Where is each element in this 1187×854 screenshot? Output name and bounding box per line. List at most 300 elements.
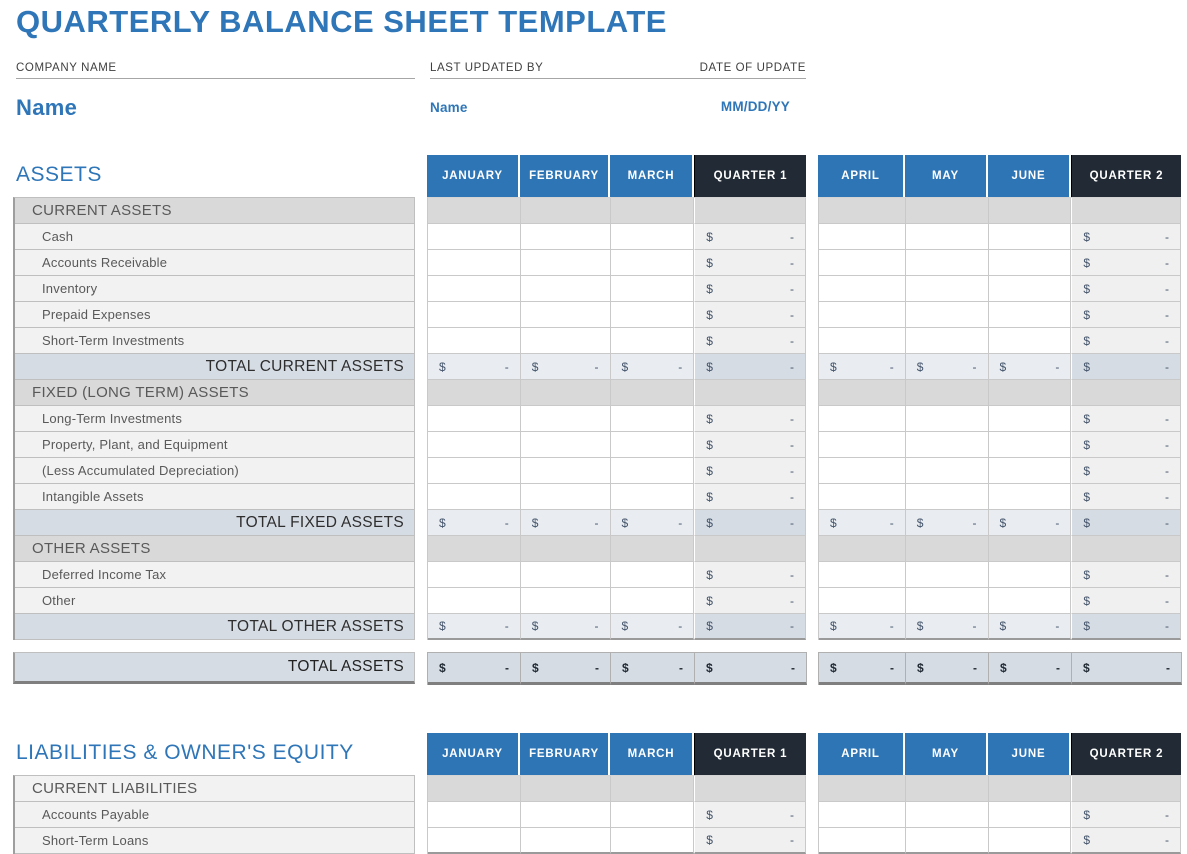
- currency-symbol: $: [706, 567, 713, 582]
- currency-symbol: $: [1083, 255, 1091, 270]
- cell-january-long-term-investments[interactable]: [428, 406, 521, 432]
- table-row-current-assets: [428, 198, 806, 224]
- cell-may-prepaid-expenses[interactable]: [906, 302, 989, 328]
- cell-may-less-accumulated-depreciation[interactable]: [906, 458, 989, 484]
- placeholder-value: -: [679, 660, 683, 675]
- column-header-february: FEBRUARY: [520, 733, 610, 775]
- cell-june-property-plant-and-equipment[interactable]: [989, 432, 1072, 458]
- cell-quarter-2-short-term-loans[interactable]: [1071, 828, 1181, 854]
- cell-april-accounts-payable[interactable]: [819, 802, 906, 828]
- placeholder-value: -: [973, 660, 977, 675]
- cell-quarter-1-inventory[interactable]: [694, 276, 806, 302]
- table-row-cash: [819, 224, 1181, 250]
- table-row-cash: [428, 224, 806, 250]
- cell-april-long-term-investments[interactable]: [819, 406, 906, 432]
- cell-quarter-1-intangible-assets[interactable]: [694, 484, 806, 510]
- table-row-fixed-long-term-assets: [428, 380, 806, 406]
- placeholder-value: -: [789, 593, 794, 608]
- table-row-property-plant-and-equipment: [819, 432, 1181, 458]
- cell-january-short-term-investments[interactable]: [428, 328, 521, 354]
- cell-february-accounts-payable[interactable]: [521, 802, 611, 828]
- table-row-accounts-receivable: [428, 250, 806, 276]
- cell-january-prepaid-expenses[interactable]: [428, 302, 521, 328]
- table-row-fixed-long-term-assets: [819, 380, 1181, 406]
- cell-may-long-term-investments[interactable]: [906, 406, 989, 432]
- currency-symbol: $: [531, 515, 539, 530]
- placeholder-value: -: [1165, 567, 1170, 582]
- cell-quarter-1-property-plant-and-equipment[interactable]: [694, 432, 806, 458]
- table-row-accounts-payable: [428, 802, 806, 828]
- column-header-april: APRIL: [818, 733, 905, 775]
- cell-march-short-term-loans[interactable]: [611, 828, 695, 854]
- cell-june-short-term-loans[interactable]: [989, 828, 1072, 854]
- cell-quarter-2-long-term-investments[interactable]: [1071, 406, 1181, 432]
- currency-symbol: $: [1083, 333, 1091, 348]
- cell-january-accounts-receivable[interactable]: [428, 250, 521, 276]
- cell-february-accounts-receivable[interactable]: [521, 250, 611, 276]
- cell-quarter-1-long-term-investments[interactable]: [694, 406, 806, 432]
- row-label-intangible-assets: Intangible Assets: [15, 484, 415, 510]
- cell-quarter-2-total-assets[interactable]: [1072, 653, 1182, 685]
- cell-quarter-2-cash[interactable]: [1071, 224, 1181, 250]
- cell-quarter-1-short-term-loans[interactable]: [694, 828, 806, 854]
- cell-april-cash[interactable]: [819, 224, 906, 250]
- cell-january-accounts-payable[interactable]: [428, 802, 521, 828]
- column-header-june: JUNE: [988, 155, 1071, 197]
- cell-june-total-current-assets[interactable]: [989, 354, 1072, 380]
- cell-february-property-plant-and-equipment[interactable]: [521, 432, 611, 458]
- table-row-other: [819, 588, 1181, 614]
- cell-may-intangible-assets[interactable]: [906, 484, 989, 510]
- cell-february-intangible-assets[interactable]: [521, 484, 611, 510]
- cell-quarter-1-less-accumulated-depreciation[interactable]: [694, 458, 806, 484]
- table-row-total-other-assets: [428, 614, 806, 640]
- cell-may-cash[interactable]: [906, 224, 989, 250]
- cell-january-short-term-loans[interactable]: [428, 828, 521, 854]
- cell-june-total-assets[interactable]: [989, 653, 1072, 685]
- placeholder-value: -: [678, 619, 683, 633]
- cell-january-inventory[interactable]: [428, 276, 521, 302]
- currency-symbol: $: [1083, 437, 1091, 452]
- column-header-january: JANUARY: [427, 733, 520, 775]
- placeholder-value: -: [594, 359, 599, 374]
- currency-symbol: $: [1083, 567, 1091, 582]
- column-header-quarter-2: QUARTER 2: [1071, 155, 1181, 197]
- cell-january-deferred-income-tax[interactable]: [428, 562, 521, 588]
- cell-february-total-other-assets[interactable]: [521, 614, 611, 640]
- cell-april-prepaid-expenses[interactable]: [819, 302, 906, 328]
- cell-march-deferred-income-tax[interactable]: [611, 562, 695, 588]
- assets-table-q2: [818, 155, 1181, 640]
- placeholder-value: -: [1055, 515, 1060, 530]
- cell-march-total-fixed-assets[interactable]: [611, 510, 695, 536]
- cell-april-total-current-assets[interactable]: [819, 354, 906, 380]
- cell-march-total-other-assets[interactable]: [611, 614, 695, 640]
- cell-january-total-current-assets[interactable]: [428, 354, 521, 380]
- placeholder-value: -: [889, 619, 894, 633]
- placeholder-value: -: [789, 307, 794, 322]
- table-row-total-current-assets: [819, 354, 1181, 380]
- cell-march-inventory[interactable]: [611, 276, 695, 302]
- currency-symbol: $: [532, 660, 539, 675]
- placeholder-value: -: [972, 619, 977, 633]
- table-row-less-accumulated-depreciation: [428, 458, 806, 484]
- cell-quarter-2-deferred-income-tax[interactable]: [1071, 562, 1181, 588]
- row-label-other: Other: [15, 588, 415, 614]
- cell-january-total-other-assets[interactable]: [428, 614, 521, 640]
- cell-may-accounts-payable[interactable]: [906, 802, 989, 828]
- placeholder-value: -: [789, 833, 794, 847]
- placeholder-value: -: [1055, 619, 1060, 633]
- cell-may-deferred-income-tax[interactable]: [906, 562, 989, 588]
- cell-may-accounts-receivable[interactable]: [906, 250, 989, 276]
- cell-february-other[interactable]: [521, 588, 611, 614]
- cell-march-property-plant-and-equipment[interactable]: [611, 432, 695, 458]
- column-header-quarter-1: QUARTER 1: [694, 155, 806, 197]
- cell-january-other-assets: [428, 536, 521, 562]
- currency-symbol: $: [917, 660, 924, 675]
- placeholder-value: -: [789, 229, 794, 244]
- row-label-short-term-investments: Short-Term Investments: [15, 328, 415, 354]
- cell-quarter-1-total-assets[interactable]: [695, 653, 807, 685]
- placeholder-value: -: [791, 660, 795, 675]
- row-label-current-liabilities: CURRENT LIABILITIES: [15, 776, 415, 802]
- placeholder-value: -: [1165, 463, 1170, 478]
- cell-june-current-assets: [989, 198, 1072, 224]
- cell-may-property-plant-and-equipment[interactable]: [906, 432, 989, 458]
- table-row-property-plant-and-equipment: [428, 432, 806, 458]
- placeholder-value: -: [789, 333, 794, 348]
- cell-april-total-fixed-assets[interactable]: [819, 510, 906, 536]
- row-label-total-fixed-assets: TOTAL FIXED ASSETS: [15, 510, 415, 536]
- cell-april-short-term-investments[interactable]: [819, 328, 906, 354]
- table-row-short-term-investments: [428, 328, 806, 354]
- currency-symbol: $: [621, 619, 629, 633]
- cell-march-intangible-assets[interactable]: [611, 484, 695, 510]
- cell-june-total-other-assets[interactable]: [989, 614, 1072, 640]
- cell-june-intangible-assets[interactable]: [989, 484, 1072, 510]
- cell-march-cash[interactable]: [611, 224, 695, 250]
- currency-symbol: $: [830, 660, 837, 675]
- assets-section-title: ASSETS: [16, 163, 102, 186]
- cell-quarter-2-accounts-receivable[interactable]: [1071, 250, 1181, 276]
- last-updated-by-value[interactable]: Name: [430, 100, 468, 115]
- cell-april-less-accumulated-depreciation[interactable]: [819, 458, 906, 484]
- row-label-prepaid-expenses: Prepaid Expenses: [15, 302, 415, 328]
- cell-may-current-assets: [906, 198, 989, 224]
- placeholder-value: -: [789, 437, 794, 452]
- column-header-may: MAY: [905, 155, 988, 197]
- table-row-inventory: [428, 276, 806, 302]
- placeholder-value: -: [1165, 359, 1170, 374]
- cell-january-current-assets: [428, 198, 521, 224]
- table-row-total-fixed-assets: [819, 510, 1181, 536]
- cell-may-total-fixed-assets[interactable]: [906, 510, 989, 536]
- placeholder-value: -: [504, 515, 509, 530]
- cell-march-long-term-investments[interactable]: [611, 406, 695, 432]
- row-label-long-term-investments: Long-Term Investments: [15, 406, 415, 432]
- table-row-short-term-investments: [819, 328, 1181, 354]
- cell-quarter-2-total-fixed-assets[interactable]: [1071, 510, 1181, 536]
- cell-quarter-2-property-plant-and-equipment[interactable]: [1071, 432, 1181, 458]
- placeholder-value: -: [504, 359, 509, 374]
- cell-march-prepaid-expenses[interactable]: [611, 302, 695, 328]
- company-name-value[interactable]: Name: [16, 95, 78, 120]
- cell-april-total-assets[interactable]: [819, 653, 906, 685]
- total-assets-row-q1: [427, 652, 807, 685]
- cell-quarter-2-other-assets: [1071, 536, 1181, 562]
- currency-symbol: $: [622, 660, 629, 675]
- placeholder-value: -: [789, 411, 794, 426]
- date-of-update-value[interactable]: MM/DD/YY: [720, 99, 790, 114]
- column-header-quarter-2: QUARTER 2: [1071, 733, 1181, 775]
- cell-quarter-1-other[interactable]: [694, 588, 806, 614]
- currency-symbol: $: [1083, 463, 1091, 478]
- placeholder-value: -: [889, 359, 894, 374]
- cell-april-current-liabilities: [819, 776, 906, 802]
- cell-quarter-2-accounts-payable[interactable]: [1071, 802, 1181, 828]
- table-row-total-fixed-assets: [428, 510, 806, 536]
- cell-quarter-2-total-other-assets[interactable]: [1071, 614, 1181, 640]
- currency-symbol: $: [621, 515, 629, 530]
- placeholder-value: -: [1165, 515, 1170, 530]
- currency-symbol: $: [1083, 489, 1091, 504]
- cell-may-current-liabilities: [906, 776, 989, 802]
- total-assets-label: TOTAL ASSETS: [13, 652, 415, 684]
- currency-symbol: $: [439, 619, 446, 633]
- currency-symbol: $: [706, 229, 713, 244]
- cell-june-less-accumulated-depreciation[interactable]: [989, 458, 1072, 484]
- cell-february-cash[interactable]: [521, 224, 611, 250]
- cell-april-total-other-assets[interactable]: [819, 614, 906, 640]
- assets-label-column: [13, 197, 415, 640]
- assets-table-q1: [427, 155, 806, 640]
- table-row-total-current-assets: [428, 354, 806, 380]
- last-updated-by-label: LAST UPDATED BY: [430, 62, 544, 74]
- cell-april-accounts-receivable[interactable]: [819, 250, 906, 276]
- cell-june-accounts-payable[interactable]: [989, 802, 1072, 828]
- cell-quarter-1-short-term-investments[interactable]: [694, 328, 806, 354]
- column-header-april: APRIL: [818, 155, 905, 197]
- cell-february-short-term-loans[interactable]: [521, 828, 611, 854]
- cell-february-fixed-long-term-assets: [521, 380, 611, 406]
- cell-april-deferred-income-tax[interactable]: [819, 562, 906, 588]
- cell-june-accounts-receivable[interactable]: [989, 250, 1072, 276]
- cell-june-cash[interactable]: [989, 224, 1072, 250]
- cell-quarter-2-other[interactable]: [1071, 588, 1181, 614]
- cell-february-long-term-investments[interactable]: [521, 406, 611, 432]
- cell-january-total-fixed-assets[interactable]: [428, 510, 521, 536]
- cell-quarter-1-other-assets: [694, 536, 806, 562]
- placeholder-value: -: [1056, 660, 1060, 675]
- currency-symbol: $: [916, 515, 924, 530]
- table-row-prepaid-expenses: [428, 302, 806, 328]
- currency-symbol: $: [1083, 307, 1091, 322]
- cell-february-prepaid-expenses[interactable]: [521, 302, 611, 328]
- currency-symbol: $: [531, 359, 539, 374]
- currency-symbol: $: [1083, 281, 1091, 296]
- cell-quarter-1-prepaid-expenses[interactable]: [694, 302, 806, 328]
- cell-quarter-2-less-accumulated-depreciation[interactable]: [1071, 458, 1181, 484]
- cell-quarter-2-fixed-long-term-assets: [1071, 380, 1181, 406]
- cell-march-total-current-assets[interactable]: [611, 354, 695, 380]
- placeholder-value: -: [505, 660, 509, 675]
- cell-quarter-1-cash[interactable]: [694, 224, 806, 250]
- cell-may-total-current-assets[interactable]: [906, 354, 989, 380]
- placeholder-value: -: [789, 489, 794, 504]
- cell-february-current-liabilities: [521, 776, 611, 802]
- cell-june-deferred-income-tax[interactable]: [989, 562, 1072, 588]
- currency-symbol: $: [706, 307, 713, 322]
- table-row-other-assets: [428, 536, 806, 562]
- currency-symbol: $: [706, 807, 713, 822]
- placeholder-value: -: [1165, 593, 1170, 608]
- placeholder-value: -: [595, 660, 599, 675]
- cell-january-less-accumulated-depreciation[interactable]: [428, 458, 521, 484]
- currency-symbol: $: [830, 515, 837, 530]
- cell-march-short-term-investments[interactable]: [611, 328, 695, 354]
- table-row-other: [428, 588, 806, 614]
- liabilities-table-q1: [427, 733, 806, 854]
- cell-quarter-2-intangible-assets[interactable]: [1071, 484, 1181, 510]
- liabilities-label-column: [13, 775, 415, 854]
- liabilities-table-q2: [818, 733, 1181, 854]
- cell-april-property-plant-and-equipment[interactable]: [819, 432, 906, 458]
- cell-june-other-assets: [989, 536, 1072, 562]
- cell-april-current-assets: [819, 198, 906, 224]
- row-label-short-term-loans: Short-Term Loans: [15, 828, 415, 854]
- row-label-property-plant-and-equipment: Property, Plant, and Equipment: [15, 432, 415, 458]
- table-row-long-term-investments: [819, 406, 1181, 432]
- cell-march-less-accumulated-depreciation[interactable]: [611, 458, 695, 484]
- currency-symbol: $: [706, 619, 713, 633]
- currency-symbol: $: [916, 359, 924, 374]
- placeholder-value: -: [1165, 807, 1170, 822]
- table-row-other-assets: [819, 536, 1181, 562]
- cell-may-short-term-loans[interactable]: [906, 828, 989, 854]
- row-label-deferred-income-tax: Deferred Income Tax: [15, 562, 415, 588]
- currency-symbol: $: [1083, 660, 1090, 675]
- cell-quarter-2-short-term-investments[interactable]: [1071, 328, 1181, 354]
- cell-april-fixed-long-term-assets: [819, 380, 906, 406]
- placeholder-value: -: [789, 359, 794, 374]
- cell-february-less-accumulated-depreciation[interactable]: [521, 458, 611, 484]
- cell-april-short-term-loans[interactable]: [819, 828, 906, 854]
- placeholder-value: -: [1165, 619, 1170, 633]
- cell-quarter-1-total-fixed-assets[interactable]: [694, 510, 806, 536]
- table-row-less-accumulated-depreciation: [819, 458, 1181, 484]
- cell-february-total-fixed-assets[interactable]: [521, 510, 611, 536]
- cell-february-short-term-investments[interactable]: [521, 328, 611, 354]
- placeholder-value: -: [789, 619, 794, 633]
- cell-june-prepaid-expenses[interactable]: [989, 302, 1072, 328]
- placeholder-value: -: [1165, 229, 1170, 244]
- cell-february-inventory[interactable]: [521, 276, 611, 302]
- row-label-accounts-receivable: Accounts Receivable: [15, 250, 415, 276]
- cell-june-other[interactable]: [989, 588, 1072, 614]
- cell-march-current-assets: [611, 198, 695, 224]
- cell-june-inventory[interactable]: [989, 276, 1072, 302]
- cell-february-total-current-assets[interactable]: [521, 354, 611, 380]
- cell-may-total-other-assets[interactable]: [906, 614, 989, 640]
- currency-symbol: $: [706, 333, 713, 348]
- cell-january-property-plant-and-equipment[interactable]: [428, 432, 521, 458]
- table-row-accounts-payable: [819, 802, 1181, 828]
- cell-february-deferred-income-tax[interactable]: [521, 562, 611, 588]
- cell-may-short-term-investments[interactable]: [906, 328, 989, 354]
- currency-symbol: $: [1083, 359, 1091, 374]
- currency-symbol: $: [706, 255, 713, 270]
- cell-quarter-2-total-current-assets[interactable]: [1071, 354, 1181, 380]
- cell-january-cash[interactable]: [428, 224, 521, 250]
- currency-symbol: $: [999, 515, 1007, 530]
- placeholder-value: -: [1165, 281, 1170, 296]
- row-label-accounts-payable: Accounts Payable: [15, 802, 415, 828]
- cell-quarter-1-total-current-assets[interactable]: [694, 354, 806, 380]
- placeholder-value: -: [972, 359, 977, 374]
- cell-february-total-assets[interactable]: [521, 653, 611, 685]
- column-header-march: MARCH: [610, 733, 694, 775]
- cell-march-accounts-payable[interactable]: [611, 802, 695, 828]
- cell-january-total-assets[interactable]: [428, 653, 521, 685]
- cell-quarter-1-deferred-income-tax[interactable]: [694, 562, 806, 588]
- cell-june-total-fixed-assets[interactable]: [989, 510, 1072, 536]
- row-label-less-accumulated-depreciation: (Less Accumulated Depreciation): [15, 458, 415, 484]
- row-label-inventory: Inventory: [15, 276, 415, 302]
- placeholder-value: -: [889, 515, 894, 530]
- cell-april-inventory[interactable]: [819, 276, 906, 302]
- cell-january-other[interactable]: [428, 588, 521, 614]
- table-row-deferred-income-tax: [428, 562, 806, 588]
- cell-may-other-assets: [906, 536, 989, 562]
- row-label-total-other-assets: TOTAL OTHER ASSETS: [15, 614, 415, 640]
- cell-may-other[interactable]: [906, 588, 989, 614]
- cell-march-accounts-receivable[interactable]: [611, 250, 695, 276]
- column-header-june: JUNE: [988, 733, 1071, 775]
- table-row-intangible-assets: [428, 484, 806, 510]
- currency-symbol: $: [830, 619, 837, 633]
- table-row-prepaid-expenses: [819, 302, 1181, 328]
- table-row-inventory: [819, 276, 1181, 302]
- page-title: QUARTERLY BALANCE SHEET TEMPLATE: [16, 4, 667, 39]
- cell-april-other[interactable]: [819, 588, 906, 614]
- currency-symbol: $: [1083, 833, 1091, 847]
- cell-january-intangible-assets[interactable]: [428, 484, 521, 510]
- cell-march-total-assets[interactable]: [611, 653, 695, 685]
- cell-quarter-2-prepaid-expenses[interactable]: [1071, 302, 1181, 328]
- currency-symbol: $: [706, 489, 713, 504]
- cell-quarter-1-accounts-receivable[interactable]: [694, 250, 806, 276]
- cell-march-other[interactable]: [611, 588, 695, 614]
- cell-quarter-1-accounts-payable[interactable]: [694, 802, 806, 828]
- currency-symbol: $: [830, 359, 837, 374]
- table-row-short-term-loans: [819, 828, 1181, 854]
- cell-june-long-term-investments[interactable]: [989, 406, 1072, 432]
- placeholder-value: -: [1055, 359, 1060, 374]
- cell-quarter-1-total-other-assets[interactable]: [694, 614, 806, 640]
- total-assets-row-q2: [818, 652, 1182, 685]
- row-label-cash: Cash: [15, 224, 415, 250]
- cell-june-short-term-investments[interactable]: [989, 328, 1072, 354]
- cell-may-total-assets[interactable]: [906, 653, 989, 685]
- cell-may-inventory[interactable]: [906, 276, 989, 302]
- placeholder-value: -: [789, 463, 794, 478]
- cell-quarter-2-inventory[interactable]: [1071, 276, 1181, 302]
- cell-april-intangible-assets[interactable]: [819, 484, 906, 510]
- table-row-current-liabilities: [819, 776, 1181, 802]
- company-name-label: COMPANY NAME: [16, 62, 117, 74]
- placeholder-value: -: [1165, 411, 1170, 426]
